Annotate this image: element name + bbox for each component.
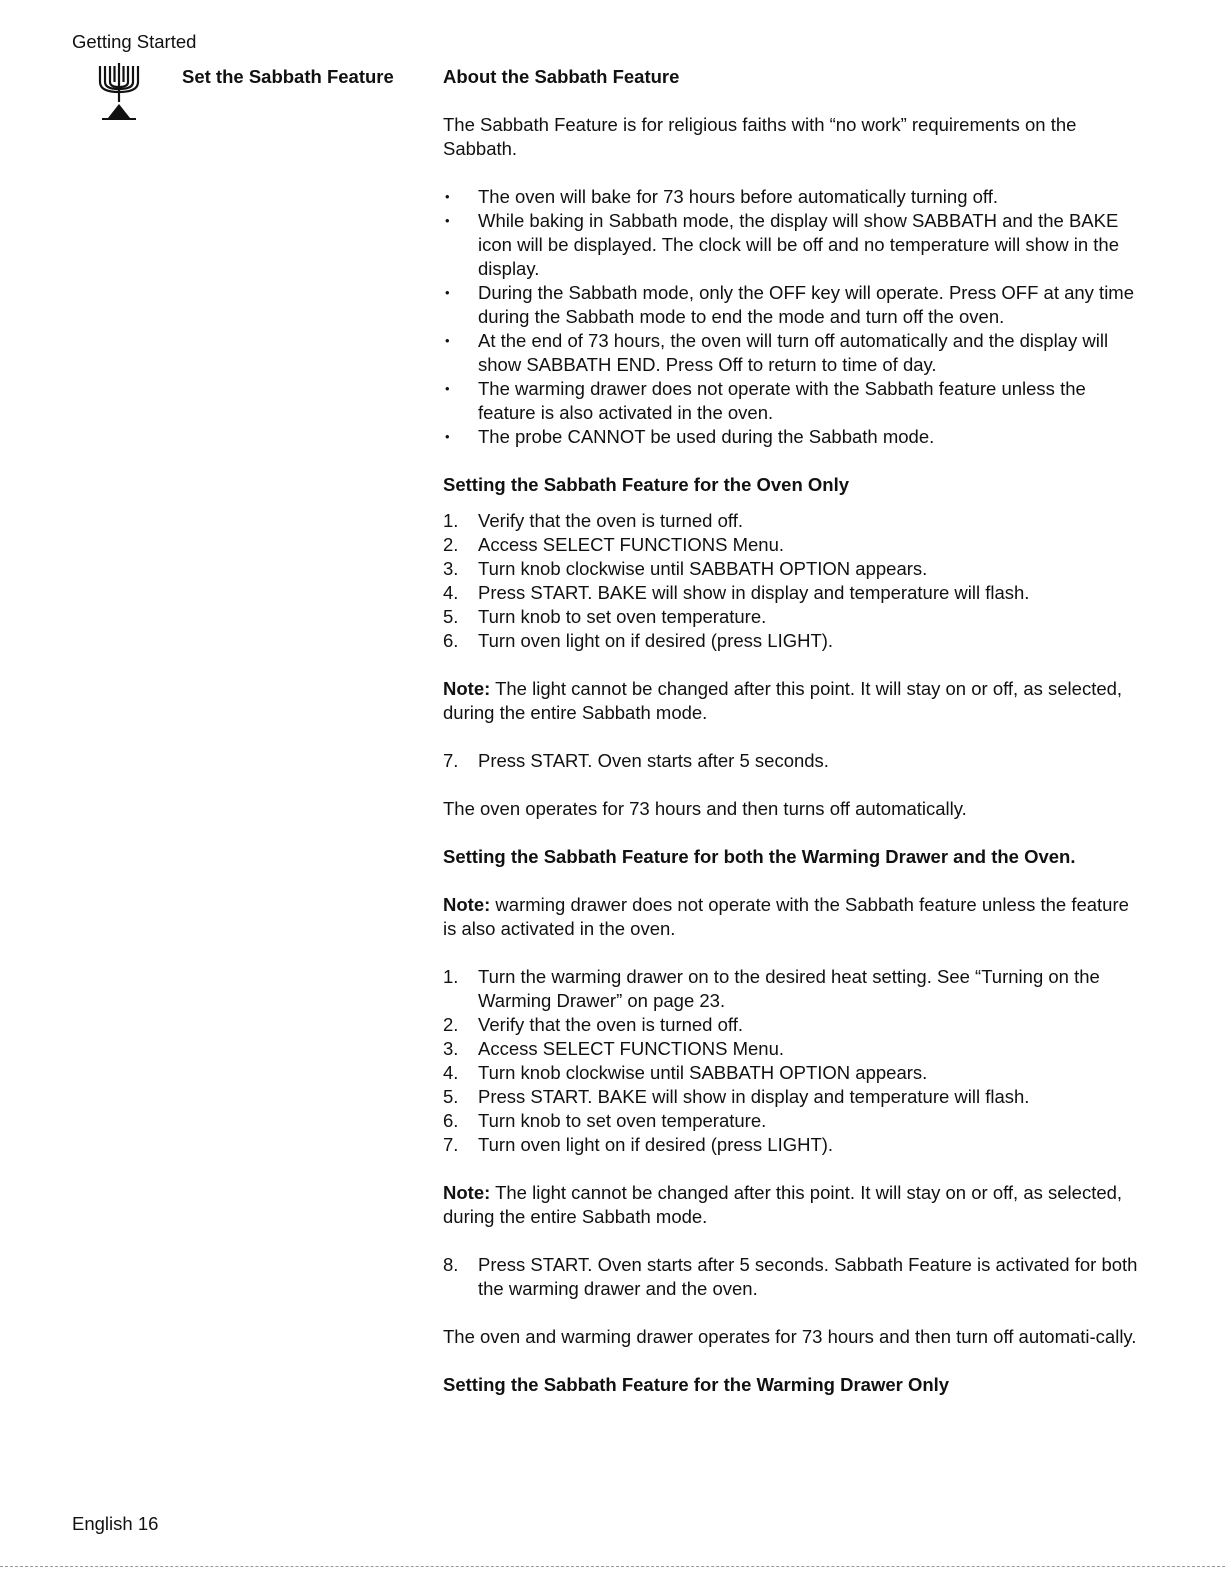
step-item: 2. Verify that the oven is turned off. bbox=[443, 1014, 743, 1035]
step-item: 8. Press START. Oven starts after 5 seconds. Sabbath Feature is activated for both the warming drawer and the oven. bbox=[443, 1254, 1138, 1299]
oven-only-heading: Setting the Sabbath Feature for the Oven Only bbox=[443, 474, 850, 495]
drawer-only-heading: Setting the Sabbath Feature for the Warming Drawer Only bbox=[443, 1374, 950, 1395]
step-item: 7. Press START. Oven starts after 5 seconds. bbox=[443, 750, 829, 771]
oven-only-final-step bbox=[443, 749, 1143, 773]
both-heading: Setting the Sabbath Feature for both the Warming Drawer and the Oven. bbox=[443, 846, 1076, 867]
bullet-item: • The oven will bake for 73 hours before automatically turning off. bbox=[443, 185, 1143, 209]
step-item: 4. Turn knob clockwise until SABBATH OPTION appears. bbox=[443, 1062, 928, 1083]
step-item: 3. Access SELECT FUNCTIONS Menu. bbox=[443, 1038, 785, 1059]
step-item: 6. Turn oven light on if desired (press LIGHT). bbox=[443, 630, 834, 651]
step-item: 1. Verify that the oven is turned off. bbox=[443, 510, 743, 531]
bullet-item: • At the end of 73 hours, the oven will turn off automatically and the display will show SABBATH END. Press Off to return to time of day. bbox=[443, 329, 1143, 377]
sidebar-heading: Set the Sabbath Feature bbox=[182, 66, 394, 87]
both-note-1: Note: warming drawer does not operate with the Sabbath feature unless the feature is also activated in the oven. bbox=[443, 894, 1129, 939]
both-final-step bbox=[443, 1253, 1143, 1301]
bullet-item: • While baking in Sabbath mode, the display will show SABBATH and the BAKE icon will be displayed. The clock will be off and no temperature will show in the display. bbox=[443, 209, 1143, 281]
page-number: English 16 bbox=[72, 1513, 159, 1534]
step-item: 1. Turn the warming drawer on to the desired heat setting. See “Turning on the Warming Drawer” on page 23. bbox=[443, 966, 1100, 1011]
step-item: 5. Press START. BAKE will show in display and temperature will flash. bbox=[443, 1086, 1030, 1107]
main-content bbox=[443, 65, 1143, 1397]
step-item: 5. Turn knob to set oven temperature. bbox=[443, 606, 767, 627]
oven-only-note: Note: The light cannot be changed after this point. It will stay on or off, as selected, during the entire Sabbath mode. bbox=[443, 678, 1123, 723]
step-item: 6. Turn knob to set oven temperature. bbox=[443, 1110, 767, 1131]
both-steps bbox=[443, 965, 1143, 1157]
about-bullet-list bbox=[443, 185, 1143, 449]
section-label: Getting Started bbox=[72, 31, 197, 52]
bullet-item: • The probe CANNOT be used during the Sabbath mode. bbox=[443, 425, 1143, 449]
menorah-icon bbox=[96, 62, 142, 124]
oven-only-steps bbox=[443, 509, 1143, 653]
about-heading: About the Sabbath Feature bbox=[443, 66, 680, 87]
about-intro: The Sabbath Feature is for religious faiths with “no work” requirements on the Sabbath. bbox=[443, 114, 1077, 159]
bullet-item: • The warming drawer does not operate with the Sabbath feature unless the feature is also activated in the oven. bbox=[443, 377, 1143, 425]
bullet-item: • During the Sabbath mode, only the OFF key will operate. Press OFF at any time during the Sabbath mode to end the mode and turn off the oven. bbox=[443, 281, 1143, 329]
both-note-2: Note: The light cannot be changed after this point. It will stay on or off, as selected, during the entire Sabbath mode. bbox=[443, 1182, 1123, 1227]
bottom-rule bbox=[0, 1566, 1225, 1567]
step-item: 7. Turn oven light on if desired (press LIGHT). bbox=[443, 1134, 834, 1155]
both-closing: The oven and warming drawer operates for 73 hours and then turn off automati-cally. bbox=[443, 1326, 1137, 1347]
step-item: 4. Press START. BAKE will show in display and temperature will flash. bbox=[443, 582, 1030, 603]
step-item: 3. Turn knob clockwise until SABBATH OPTION appears. bbox=[443, 558, 928, 579]
step-item: 2. Access SELECT FUNCTIONS Menu. bbox=[443, 534, 785, 555]
oven-only-closing: The oven operates for 73 hours and then turns off automatically. bbox=[443, 798, 967, 819]
